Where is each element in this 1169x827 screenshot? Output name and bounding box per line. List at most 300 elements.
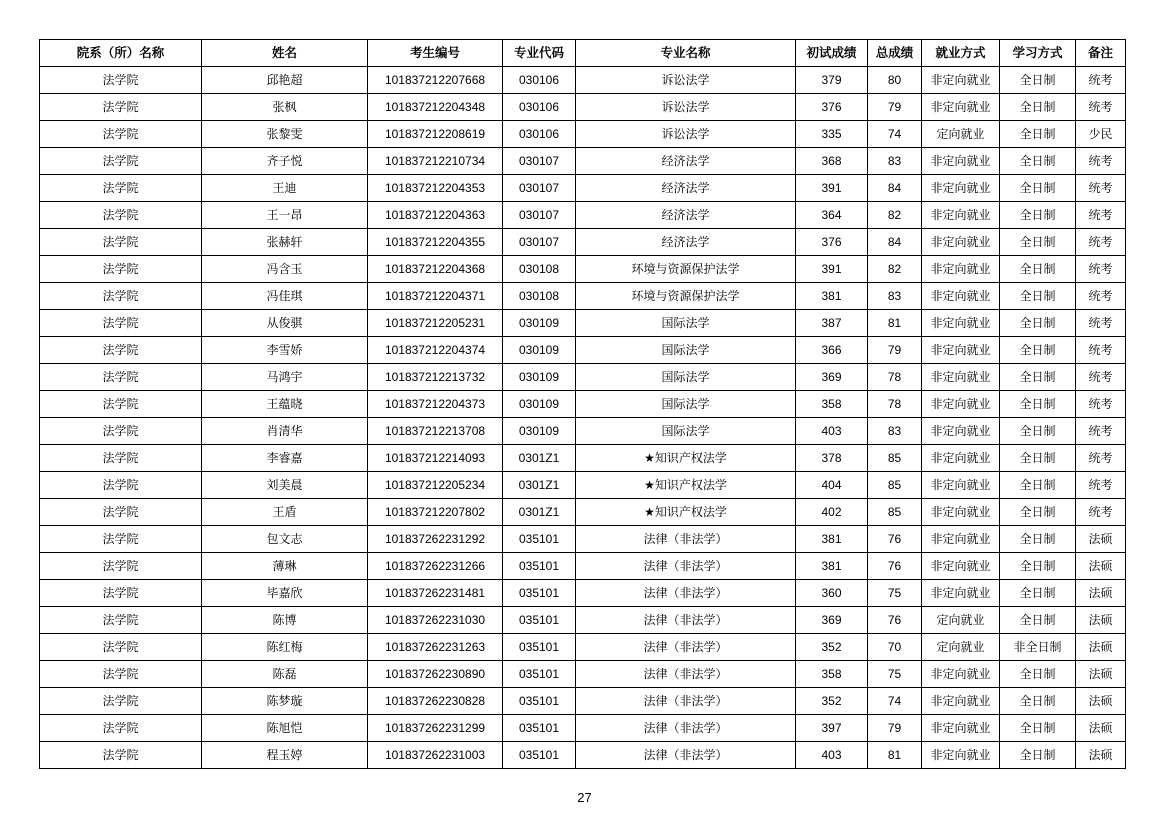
cell-department: 法学院: [40, 229, 202, 256]
cell-department: 法学院: [40, 742, 202, 769]
cell-major-name: 国际法学: [576, 418, 796, 445]
column-header-remarks: 备注: [1076, 40, 1126, 67]
cell-prelim-score: 381: [796, 283, 868, 310]
cell-major-name: 环境与资源保护法学: [576, 283, 796, 310]
cell-major-name: ★知识产权法学: [576, 445, 796, 472]
cell-total-score: 75: [868, 661, 922, 688]
cell-total-score: 78: [868, 364, 922, 391]
cell-candidate-id: 101837262231481: [368, 580, 503, 607]
cell-major-code: 030106: [503, 94, 576, 121]
cell-employment-type: 非定向就业: [922, 256, 1000, 283]
cell-employment-type: 非定向就业: [922, 715, 1000, 742]
cell-candidate-id: 101837262231266: [368, 553, 503, 580]
cell-remarks: 统考: [1076, 94, 1126, 121]
table-row: [40, 364, 1126, 391]
cell-major-code: 030107: [503, 148, 576, 175]
cell-candidate-id: 101837212210734: [368, 148, 503, 175]
table-row: [40, 175, 1126, 202]
table-row: [40, 499, 1126, 526]
cell-department: 法学院: [40, 256, 202, 283]
cell-study-mode: 全日制: [1000, 175, 1076, 202]
cell-major-name: 法律（非法学）: [576, 580, 796, 607]
cell-remarks: 统考: [1076, 283, 1126, 310]
cell-major-code: 035101: [503, 526, 576, 553]
cell-major-name: 法律（非法学）: [576, 526, 796, 553]
table-row: [40, 715, 1126, 742]
table-row: [40, 310, 1126, 337]
cell-total-score: 82: [868, 256, 922, 283]
cell-prelim-score: 378: [796, 445, 868, 472]
cell-major-name: 法律（非法学）: [576, 553, 796, 580]
cell-major-name: 法律（非法学）: [576, 742, 796, 769]
cell-total-score: 75: [868, 580, 922, 607]
table-row: [40, 634, 1126, 661]
admission-roster-table: [39, 39, 1126, 769]
cell-employment-type: 非定向就业: [922, 202, 1000, 229]
cell-study-mode: 全日制: [1000, 661, 1076, 688]
cell-remarks: 统考: [1076, 175, 1126, 202]
cell-study-mode: 全日制: [1000, 445, 1076, 472]
cell-candidate-id: 101837212207802: [368, 499, 503, 526]
cell-candidate-id: 101837262231003: [368, 742, 503, 769]
cell-major-code: 035101: [503, 688, 576, 715]
cell-remarks: 统考: [1076, 67, 1126, 94]
cell-candidate-id: 101837262231263: [368, 634, 503, 661]
cell-name: 肖清华: [202, 418, 368, 445]
cell-department: 法学院: [40, 202, 202, 229]
cell-major-code: 030106: [503, 121, 576, 148]
cell-department: 法学院: [40, 283, 202, 310]
cell-name: 张赫轩: [202, 229, 368, 256]
cell-major-name: 国际法学: [576, 337, 796, 364]
cell-name: 王一昂: [202, 202, 368, 229]
cell-study-mode: 全日制: [1000, 202, 1076, 229]
cell-study-mode: 全日制: [1000, 472, 1076, 499]
cell-prelim-score: 381: [796, 526, 868, 553]
column-header-major-name: 专业名称: [576, 40, 796, 67]
cell-remarks: 法硕: [1076, 661, 1126, 688]
cell-prelim-score: 379: [796, 67, 868, 94]
cell-prelim-score: 376: [796, 229, 868, 256]
cell-major-name: 诉讼法学: [576, 67, 796, 94]
table-row: [40, 202, 1126, 229]
cell-major-name: 国际法学: [576, 364, 796, 391]
cell-study-mode: 全日制: [1000, 310, 1076, 337]
cell-remarks: 法硕: [1076, 580, 1126, 607]
cell-total-score: 74: [868, 121, 922, 148]
cell-candidate-id: 101837212204363: [368, 202, 503, 229]
cell-department: 法学院: [40, 499, 202, 526]
cell-major-name: ★知识产权法学: [576, 472, 796, 499]
cell-total-score: 83: [868, 283, 922, 310]
cell-prelim-score: 397: [796, 715, 868, 742]
cell-employment-type: 非定向就业: [922, 67, 1000, 94]
cell-study-mode: 全日制: [1000, 499, 1076, 526]
cell-total-score: 84: [868, 229, 922, 256]
cell-candidate-id: 101837212204368: [368, 256, 503, 283]
cell-major-name: 经济法学: [576, 202, 796, 229]
cell-department: 法学院: [40, 445, 202, 472]
table-row: [40, 391, 1126, 418]
cell-total-score: 78: [868, 391, 922, 418]
cell-major-name: 法律（非法学）: [576, 661, 796, 688]
cell-major-name: 法律（非法学）: [576, 634, 796, 661]
table-row: [40, 526, 1126, 553]
cell-major-name: 诉讼法学: [576, 94, 796, 121]
cell-total-score: 79: [868, 94, 922, 121]
cell-remarks: 统考: [1076, 310, 1126, 337]
cell-remarks: 统考: [1076, 256, 1126, 283]
cell-total-score: 74: [868, 688, 922, 715]
cell-major-name: 国际法学: [576, 391, 796, 418]
cell-study-mode: 全日制: [1000, 94, 1076, 121]
cell-employment-type: 非定向就业: [922, 391, 1000, 418]
cell-name: 李睿嘉: [202, 445, 368, 472]
table-row: [40, 472, 1126, 499]
cell-major-name: 经济法学: [576, 229, 796, 256]
table-row: [40, 283, 1126, 310]
cell-remarks: 法硕: [1076, 742, 1126, 769]
cell-prelim-score: 366: [796, 337, 868, 364]
cell-total-score: 80: [868, 67, 922, 94]
cell-department: 法学院: [40, 688, 202, 715]
cell-major-code: 035101: [503, 742, 576, 769]
cell-major-code: 030109: [503, 364, 576, 391]
cell-major-code: 030107: [503, 175, 576, 202]
cell-department: 法学院: [40, 715, 202, 742]
cell-employment-type: 非定向就业: [922, 310, 1000, 337]
cell-remarks: 法硕: [1076, 634, 1126, 661]
column-header-prelim-score: 初试成绩: [796, 40, 868, 67]
cell-prelim-score: 402: [796, 499, 868, 526]
cell-remarks: 统考: [1076, 445, 1126, 472]
cell-name: 陈博: [202, 607, 368, 634]
table-row: [40, 229, 1126, 256]
cell-department: 法学院: [40, 661, 202, 688]
cell-total-score: 81: [868, 742, 922, 769]
cell-candidate-id: 101837212204373: [368, 391, 503, 418]
cell-name: 王迪: [202, 175, 368, 202]
cell-name: 从俊骐: [202, 310, 368, 337]
cell-department: 法学院: [40, 472, 202, 499]
cell-candidate-id: 101837212204348: [368, 94, 503, 121]
page-number: 27: [577, 790, 592, 805]
cell-department: 法学院: [40, 607, 202, 634]
cell-prelim-score: 391: [796, 175, 868, 202]
table-row: [40, 661, 1126, 688]
cell-prelim-score: 404: [796, 472, 868, 499]
cell-total-score: 79: [868, 337, 922, 364]
cell-prelim-score: 358: [796, 661, 868, 688]
cell-employment-type: 非定向就业: [922, 229, 1000, 256]
cell-employment-type: 非定向就业: [922, 553, 1000, 580]
cell-name: 毕嘉欣: [202, 580, 368, 607]
cell-major-code: 030108: [503, 283, 576, 310]
cell-name: 王盾: [202, 499, 368, 526]
cell-candidate-id: 101837212204374: [368, 337, 503, 364]
table-row: [40, 553, 1126, 580]
cell-total-score: 85: [868, 472, 922, 499]
cell-major-code: 035101: [503, 553, 576, 580]
cell-remarks: 法硕: [1076, 715, 1126, 742]
cell-prelim-score: 369: [796, 364, 868, 391]
column-header-total-score: 总成绩: [868, 40, 922, 67]
cell-remarks: 统考: [1076, 499, 1126, 526]
cell-employment-type: 非定向就业: [922, 337, 1000, 364]
cell-major-name: 诉讼法学: [576, 121, 796, 148]
cell-study-mode: 全日制: [1000, 742, 1076, 769]
cell-study-mode: 全日制: [1000, 364, 1076, 391]
cell-candidate-id: 101837262230890: [368, 661, 503, 688]
cell-study-mode: 全日制: [1000, 283, 1076, 310]
cell-major-code: 035101: [503, 661, 576, 688]
cell-major-code: 035101: [503, 607, 576, 634]
cell-name: 薄琳: [202, 553, 368, 580]
cell-major-name: 法律（非法学）: [576, 688, 796, 715]
cell-study-mode: 全日制: [1000, 121, 1076, 148]
cell-employment-type: 非定向就业: [922, 742, 1000, 769]
cell-total-score: 85: [868, 445, 922, 472]
cell-major-code: 035101: [503, 634, 576, 661]
cell-department: 法学院: [40, 310, 202, 337]
cell-major-code: 030108: [503, 256, 576, 283]
cell-study-mode: 全日制: [1000, 67, 1076, 94]
cell-remarks: 统考: [1076, 418, 1126, 445]
cell-department: 法学院: [40, 337, 202, 364]
cell-prelim-score: 335: [796, 121, 868, 148]
cell-study-mode: 全日制: [1000, 256, 1076, 283]
cell-employment-type: 非定向就业: [922, 661, 1000, 688]
cell-study-mode: 全日制: [1000, 418, 1076, 445]
cell-department: 法学院: [40, 364, 202, 391]
cell-employment-type: 非定向就业: [922, 283, 1000, 310]
cell-major-code: 030107: [503, 202, 576, 229]
cell-prelim-score: 381: [796, 553, 868, 580]
cell-remarks: 法硕: [1076, 607, 1126, 634]
cell-study-mode: 全日制: [1000, 229, 1076, 256]
cell-department: 法学院: [40, 94, 202, 121]
cell-remarks: 统考: [1076, 229, 1126, 256]
cell-prelim-score: 352: [796, 634, 868, 661]
table-row: [40, 94, 1126, 121]
cell-department: 法学院: [40, 580, 202, 607]
cell-candidate-id: 101837262230828: [368, 688, 503, 715]
cell-prelim-score: 387: [796, 310, 868, 337]
cell-remarks: 统考: [1076, 364, 1126, 391]
cell-name: 齐子悦: [202, 148, 368, 175]
cell-major-name: 经济法学: [576, 175, 796, 202]
cell-department: 法学院: [40, 67, 202, 94]
cell-major-code: 030109: [503, 310, 576, 337]
cell-candidate-id: 101837212214093: [368, 445, 503, 472]
column-header-candidate-id: 考生编号: [368, 40, 503, 67]
cell-study-mode: 全日制: [1000, 553, 1076, 580]
cell-candidate-id: 101837212207668: [368, 67, 503, 94]
cell-major-name: 国际法学: [576, 310, 796, 337]
cell-total-score: 81: [868, 310, 922, 337]
cell-total-score: 84: [868, 175, 922, 202]
cell-major-name: 经济法学: [576, 148, 796, 175]
cell-department: 法学院: [40, 391, 202, 418]
cell-study-mode: 全日制: [1000, 580, 1076, 607]
cell-study-mode: 全日制: [1000, 715, 1076, 742]
cell-remarks: 统考: [1076, 202, 1126, 229]
table-header-row: [40, 40, 1126, 67]
column-header-study-mode: 学习方式: [1000, 40, 1076, 67]
table-row: [40, 148, 1126, 175]
cell-remarks: 统考: [1076, 148, 1126, 175]
cell-study-mode: 全日制: [1000, 391, 1076, 418]
cell-total-score: 76: [868, 553, 922, 580]
cell-remarks: 法硕: [1076, 526, 1126, 553]
column-header-major-code: 专业代码: [503, 40, 576, 67]
cell-employment-type: 非定向就业: [922, 499, 1000, 526]
cell-employment-type: 非定向就业: [922, 688, 1000, 715]
cell-candidate-id: 101837262231030: [368, 607, 503, 634]
cell-name: 陈梦璇: [202, 688, 368, 715]
cell-name: 邱艳超: [202, 67, 368, 94]
cell-name: 陈旭恺: [202, 715, 368, 742]
cell-study-mode: 全日制: [1000, 607, 1076, 634]
cell-major-code: 030107: [503, 229, 576, 256]
cell-name: 马鸿宇: [202, 364, 368, 391]
cell-department: 法学院: [40, 526, 202, 553]
cell-department: 法学院: [40, 553, 202, 580]
table-row: [40, 445, 1126, 472]
cell-major-name: 环境与资源保护法学: [576, 256, 796, 283]
cell-candidate-id: 101837262231299: [368, 715, 503, 742]
table-body: [40, 67, 1126, 769]
cell-department: 法学院: [40, 175, 202, 202]
cell-name: 张枫: [202, 94, 368, 121]
cell-candidate-id: 101837212205231: [368, 310, 503, 337]
cell-employment-type: 非定向就业: [922, 472, 1000, 499]
cell-employment-type: 非定向就业: [922, 364, 1000, 391]
cell-candidate-id: 101837212204355: [368, 229, 503, 256]
cell-department: 法学院: [40, 121, 202, 148]
cell-major-code: 0301Z1: [503, 499, 576, 526]
table-row: [40, 121, 1126, 148]
cell-candidate-id: 101837212205234: [368, 472, 503, 499]
cell-employment-type: 定向就业: [922, 634, 1000, 661]
column-header-employment-type: 就业方式: [922, 40, 1000, 67]
cell-prelim-score: 403: [796, 742, 868, 769]
cell-total-score: 83: [868, 418, 922, 445]
cell-major-code: 0301Z1: [503, 445, 576, 472]
cell-remarks: 法硕: [1076, 553, 1126, 580]
cell-employment-type: 非定向就业: [922, 526, 1000, 553]
cell-prelim-score: 368: [796, 148, 868, 175]
cell-employment-type: 非定向就业: [922, 148, 1000, 175]
cell-employment-type: 非定向就业: [922, 94, 1000, 121]
cell-name: 李雪娇: [202, 337, 368, 364]
cell-total-score: 70: [868, 634, 922, 661]
cell-candidate-id: 101837212204353: [368, 175, 503, 202]
table-row: [40, 607, 1126, 634]
table-row: [40, 418, 1126, 445]
cell-total-score: 76: [868, 526, 922, 553]
cell-candidate-id: 101837212204371: [368, 283, 503, 310]
cell-major-code: 030109: [503, 418, 576, 445]
column-header-department: 院系（所）名称: [40, 40, 202, 67]
cell-prelim-score: 364: [796, 202, 868, 229]
cell-department: 法学院: [40, 418, 202, 445]
cell-name: 刘美晨: [202, 472, 368, 499]
cell-study-mode: 全日制: [1000, 337, 1076, 364]
cell-name: 王蕴晓: [202, 391, 368, 418]
cell-total-score: 79: [868, 715, 922, 742]
cell-candidate-id: 101837262231292: [368, 526, 503, 553]
cell-employment-type: 非定向就业: [922, 445, 1000, 472]
cell-department: 法学院: [40, 148, 202, 175]
table-row: [40, 688, 1126, 715]
cell-name: 陈红梅: [202, 634, 368, 661]
cell-prelim-score: 360: [796, 580, 868, 607]
cell-employment-type: 定向就业: [922, 607, 1000, 634]
cell-major-name: 法律（非法学）: [576, 715, 796, 742]
cell-employment-type: 非定向就业: [922, 580, 1000, 607]
cell-major-code: 030109: [503, 391, 576, 418]
cell-employment-type: 非定向就业: [922, 418, 1000, 445]
cell-employment-type: 非定向就业: [922, 175, 1000, 202]
cell-study-mode: 全日制: [1000, 526, 1076, 553]
table-row: [40, 256, 1126, 283]
cell-major-code: 030106: [503, 67, 576, 94]
cell-prelim-score: 403: [796, 418, 868, 445]
cell-remarks: 统考: [1076, 337, 1126, 364]
cell-remarks: 统考: [1076, 391, 1126, 418]
cell-name: 程玉婷: [202, 742, 368, 769]
cell-major-code: 035101: [503, 580, 576, 607]
cell-major-code: 0301Z1: [503, 472, 576, 499]
cell-name: 冯含玉: [202, 256, 368, 283]
cell-major-name: ★知识产权法学: [576, 499, 796, 526]
cell-total-score: 83: [868, 148, 922, 175]
cell-major-name: 法律（非法学）: [576, 607, 796, 634]
cell-name: 陈磊: [202, 661, 368, 688]
cell-study-mode: 非全日制: [1000, 634, 1076, 661]
cell-candidate-id: 101837212208619: [368, 121, 503, 148]
cell-remarks: 统考: [1076, 472, 1126, 499]
cell-total-score: 85: [868, 499, 922, 526]
cell-prelim-score: 391: [796, 256, 868, 283]
cell-study-mode: 全日制: [1000, 688, 1076, 715]
cell-total-score: 76: [868, 607, 922, 634]
cell-major-code: 030109: [503, 337, 576, 364]
table-row: [40, 580, 1126, 607]
cell-remarks: 少民: [1076, 121, 1126, 148]
cell-name: 包文志: [202, 526, 368, 553]
cell-study-mode: 全日制: [1000, 148, 1076, 175]
cell-total-score: 82: [868, 202, 922, 229]
cell-remarks: 法硕: [1076, 688, 1126, 715]
cell-candidate-id: 101837212213708: [368, 418, 503, 445]
cell-prelim-score: 376: [796, 94, 868, 121]
cell-prelim-score: 369: [796, 607, 868, 634]
cell-name: 冯佳琪: [202, 283, 368, 310]
table-row: [40, 67, 1126, 94]
cell-prelim-score: 358: [796, 391, 868, 418]
cell-prelim-score: 352: [796, 688, 868, 715]
table-row: [40, 337, 1126, 364]
column-header-name: 姓名: [202, 40, 368, 67]
cell-employment-type: 定向就业: [922, 121, 1000, 148]
cell-name: 张黎雯: [202, 121, 368, 148]
cell-department: 法学院: [40, 634, 202, 661]
table-row: [40, 742, 1126, 769]
cell-major-code: 035101: [503, 715, 576, 742]
cell-candidate-id: 101837212213732: [368, 364, 503, 391]
